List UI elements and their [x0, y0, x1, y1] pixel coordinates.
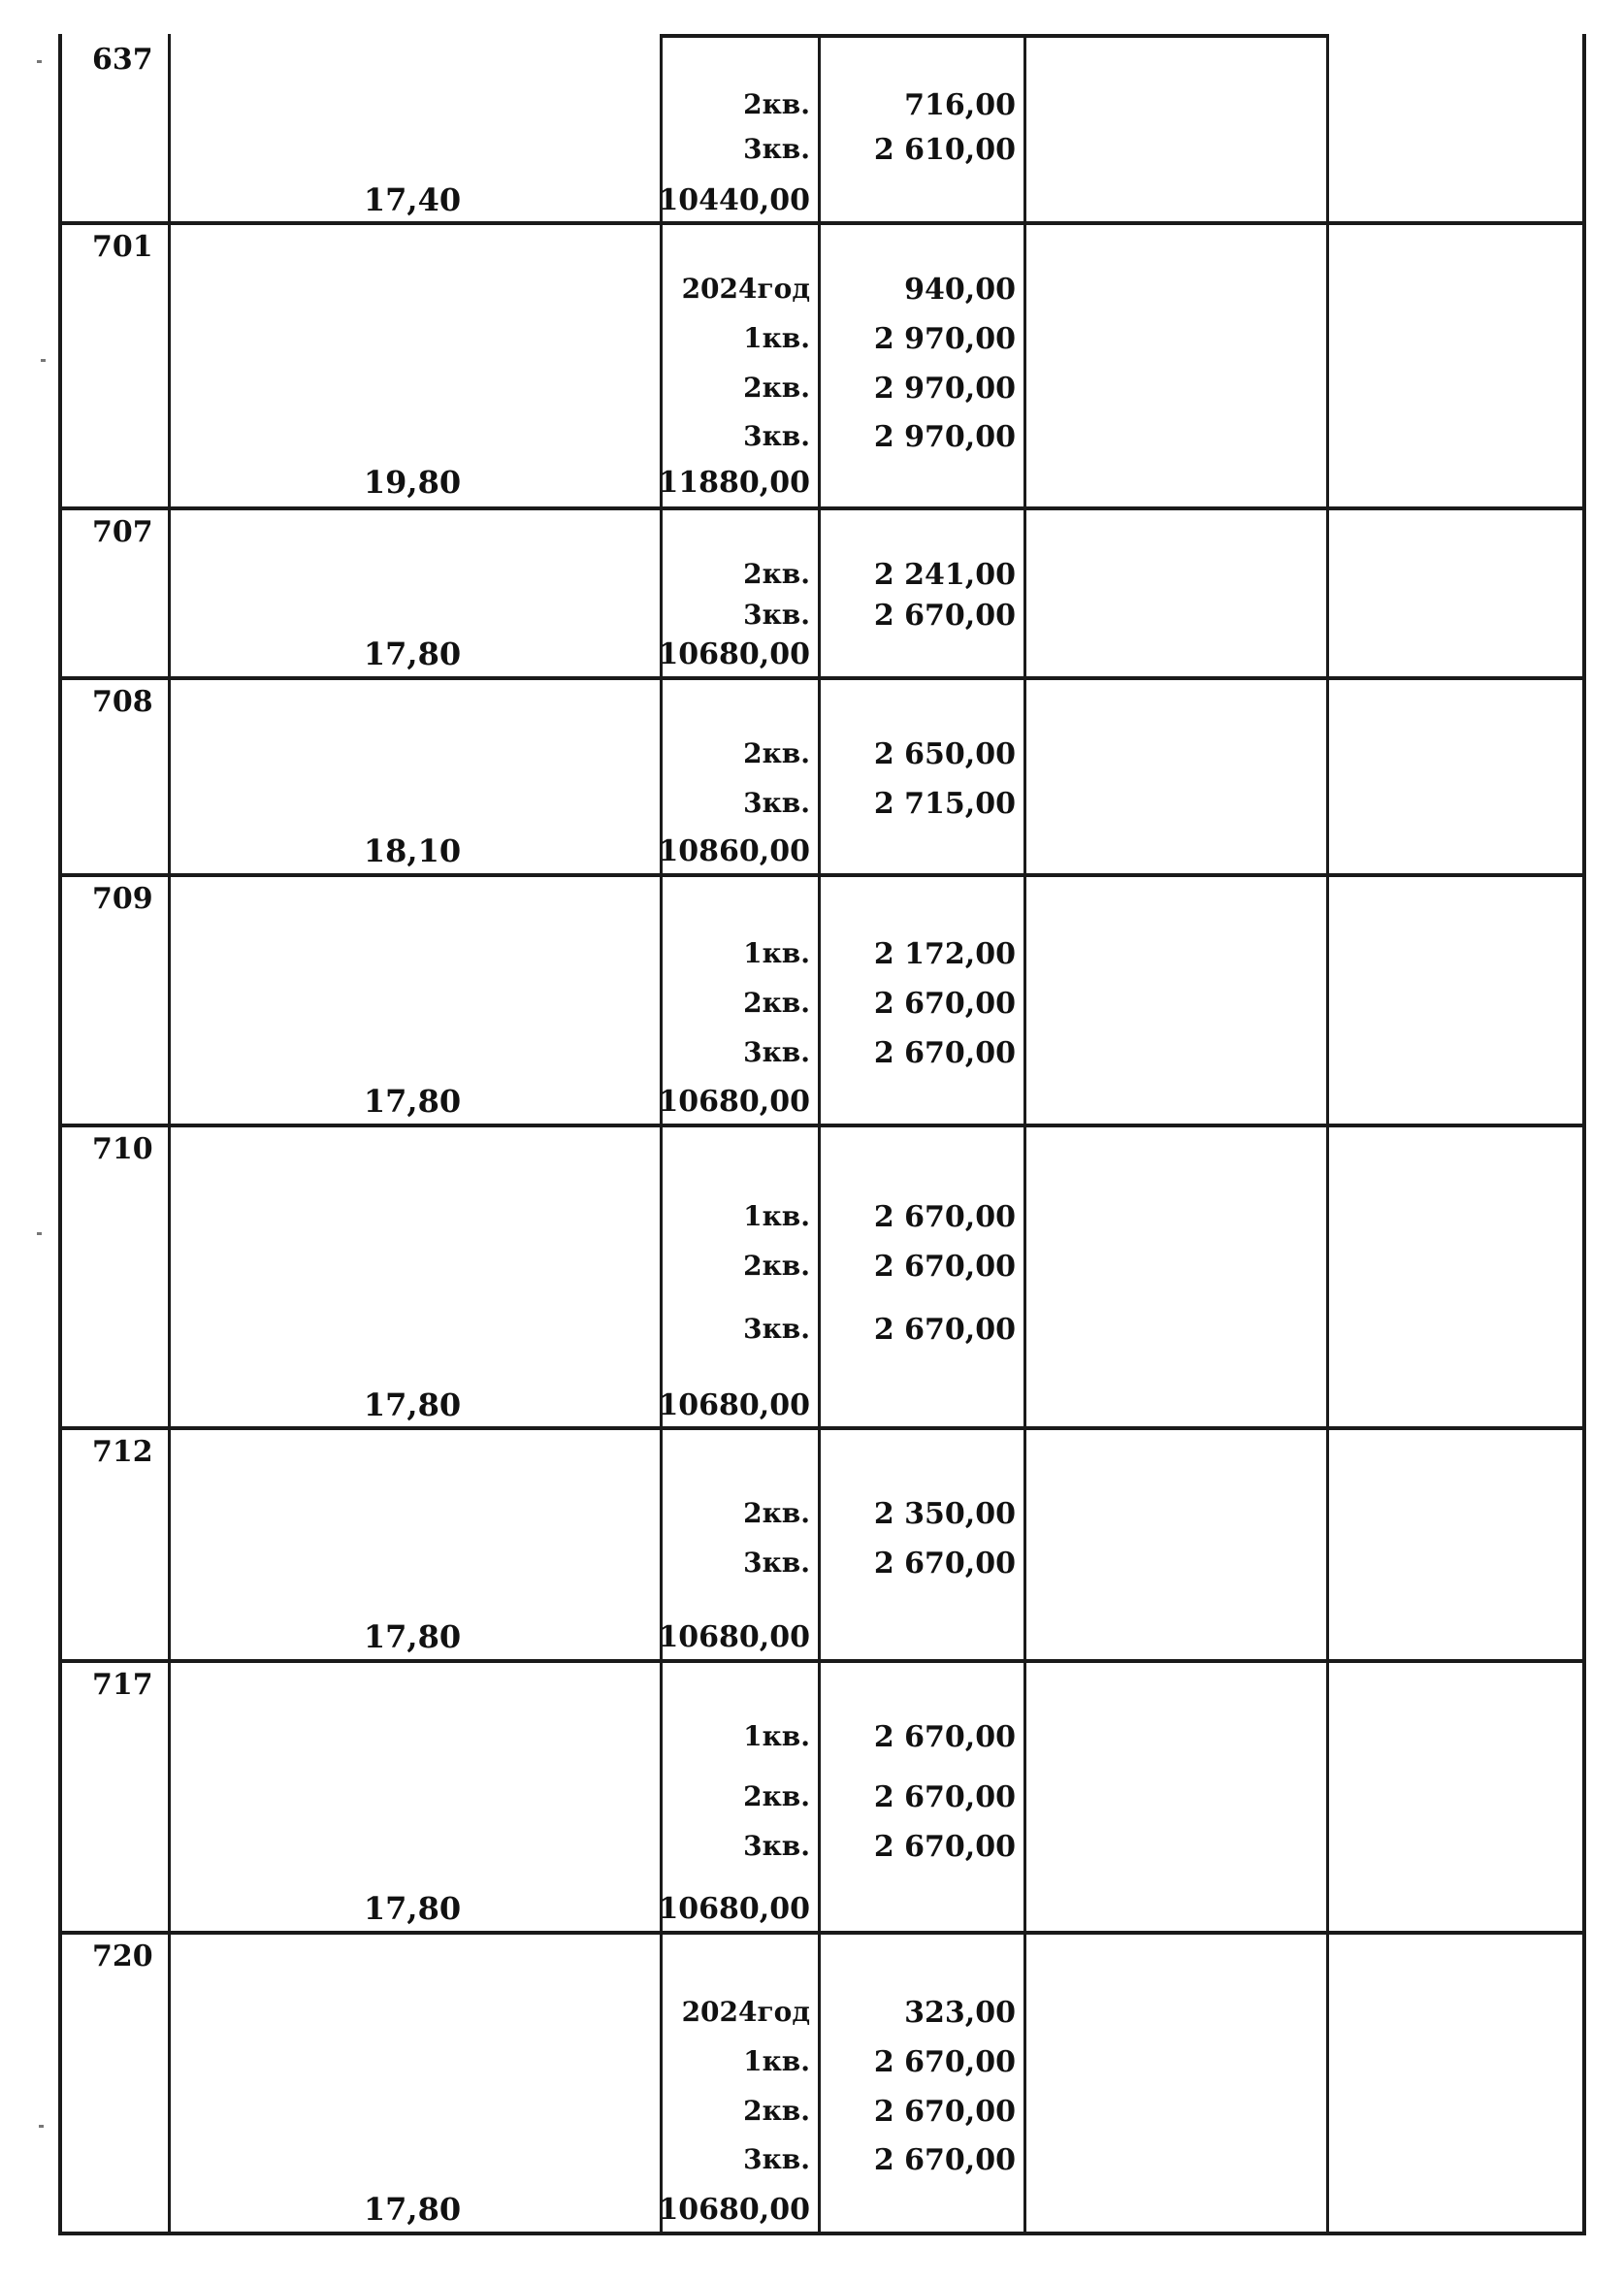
period-label: 3кв. — [743, 1830, 810, 1862]
payment-amount: 2 670,00 — [873, 1830, 1016, 1864]
row-total: 10680,00 — [658, 2193, 810, 2227]
period-label: 1кв. — [743, 1720, 810, 1752]
row-number: 701 — [92, 230, 153, 264]
payment-amount: 2 670,00 — [873, 1036, 1016, 1070]
scan-speck — [39, 2125, 44, 2128]
payment-amount: 2 670,00 — [873, 2045, 1016, 2079]
period-label: 2кв. — [743, 737, 810, 769]
area-value: 17,80 — [363, 1386, 462, 1423]
table-column-rule — [818, 34, 821, 2232]
payment-amount: 2 650,00 — [873, 737, 1016, 771]
area-value: 17,80 — [363, 1890, 462, 1927]
payment-amount: 2 670,00 — [873, 1313, 1016, 1347]
payment-amount: 2 670,00 — [873, 2095, 1016, 2129]
period-label: 2кв. — [743, 987, 810, 1019]
table-row-rule — [58, 2232, 1586, 2235]
row-total: 10680,00 — [658, 1892, 810, 1926]
payment-amount: 2 350,00 — [873, 1497, 1016, 1531]
table-column-rule — [58, 34, 62, 2232]
period-label: 2кв. — [743, 2095, 810, 2127]
payment-amount: 716,00 — [904, 88, 1016, 122]
table-row-rule — [58, 1931, 1586, 1935]
period-label: 2кв. — [743, 558, 810, 590]
payment-amount: 940,00 — [904, 273, 1016, 307]
payment-amount: 2 970,00 — [873, 372, 1016, 406]
scan-speck — [37, 60, 42, 63]
payment-amount: 2 241,00 — [873, 558, 1016, 592]
period-label: 1кв. — [743, 937, 810, 969]
row-number: 637 — [92, 43, 153, 77]
table-row-rule — [58, 1426, 1586, 1430]
table-row-rule — [58, 1124, 1586, 1127]
row-total: 10680,00 — [658, 1620, 810, 1654]
table-row-rule — [58, 1659, 1586, 1663]
table-column-rule — [1582, 34, 1586, 2232]
period-label: 1кв. — [743, 322, 810, 354]
row-number: 710 — [92, 1132, 153, 1166]
payment-amount: 2 970,00 — [873, 322, 1016, 356]
period-label: 3кв. — [743, 787, 810, 819]
payment-amount: 2 715,00 — [873, 787, 1016, 821]
period-label: 1кв. — [743, 2045, 810, 2077]
payment-amount: 2 670,00 — [873, 2143, 1016, 2177]
table-row-rule — [58, 676, 1586, 680]
period-label: 2кв. — [743, 1250, 810, 1282]
period-label: 2024год — [681, 273, 810, 305]
scan-speck — [41, 359, 46, 362]
payment-amount: 2 610,00 — [873, 133, 1016, 167]
payment-amount: 323,00 — [904, 1996, 1016, 2030]
payment-amount: 2 670,00 — [873, 1720, 1016, 1754]
period-label: 3кв. — [743, 133, 810, 165]
area-value: 18,10 — [363, 832, 462, 869]
period-label: 2кв. — [743, 372, 810, 404]
area-value: 17,80 — [363, 1618, 462, 1655]
payment-amount: 2 970,00 — [873, 420, 1016, 454]
table-column-rule — [1023, 34, 1026, 2232]
area-value: 17,80 — [363, 636, 462, 672]
period-label: 3кв. — [743, 420, 810, 452]
period-label: 3кв. — [743, 2143, 810, 2175]
period-label: 2024год — [681, 1996, 810, 2028]
row-total: 11880,00 — [658, 466, 810, 500]
payment-amount: 2 670,00 — [873, 1250, 1016, 1284]
area-value: 19,80 — [363, 464, 462, 501]
area-value: 17,80 — [363, 1083, 462, 1120]
row-total: 10440,00 — [658, 183, 810, 217]
row-total: 10860,00 — [658, 834, 810, 868]
table-column-rule — [168, 34, 171, 2232]
payment-amount: 2 670,00 — [873, 1780, 1016, 1814]
period-label: 1кв. — [743, 1200, 810, 1232]
table-row-rule — [1023, 34, 1326, 38]
row-number: 707 — [92, 515, 153, 549]
payment-amount: 2 670,00 — [873, 987, 1016, 1021]
area-value: 17,80 — [363, 2191, 462, 2228]
period-label: 2кв. — [743, 1497, 810, 1529]
row-number: 708 — [92, 685, 153, 719]
period-label: 3кв. — [743, 599, 810, 631]
scan-speck — [37, 1232, 42, 1235]
payment-amount: 2 670,00 — [873, 599, 1016, 633]
row-number: 712 — [92, 1435, 153, 1469]
area-value: 17,40 — [363, 181, 462, 218]
payment-amount: 2 670,00 — [873, 1547, 1016, 1581]
row-total: 10680,00 — [658, 1085, 810, 1119]
table-row-rule — [58, 873, 1586, 877]
row-number: 709 — [92, 882, 153, 916]
row-total: 10680,00 — [658, 1388, 810, 1422]
payment-amount: 2 670,00 — [873, 1200, 1016, 1234]
period-label: 3кв. — [743, 1036, 810, 1068]
row-total: 10680,00 — [658, 637, 810, 671]
table-row-rule — [660, 34, 1023, 38]
table-row-rule — [58, 506, 1586, 510]
table-row-rule — [58, 221, 1586, 225]
period-label: 3кв. — [743, 1547, 810, 1579]
period-label: 3кв. — [743, 1313, 810, 1345]
table-column-rule — [1326, 34, 1329, 2232]
row-number: 720 — [92, 1940, 153, 1973]
row-number: 717 — [92, 1668, 153, 1702]
period-label: 2кв. — [743, 88, 810, 120]
payment-amount: 2 172,00 — [873, 937, 1016, 971]
period-label: 2кв. — [743, 1780, 810, 1812]
